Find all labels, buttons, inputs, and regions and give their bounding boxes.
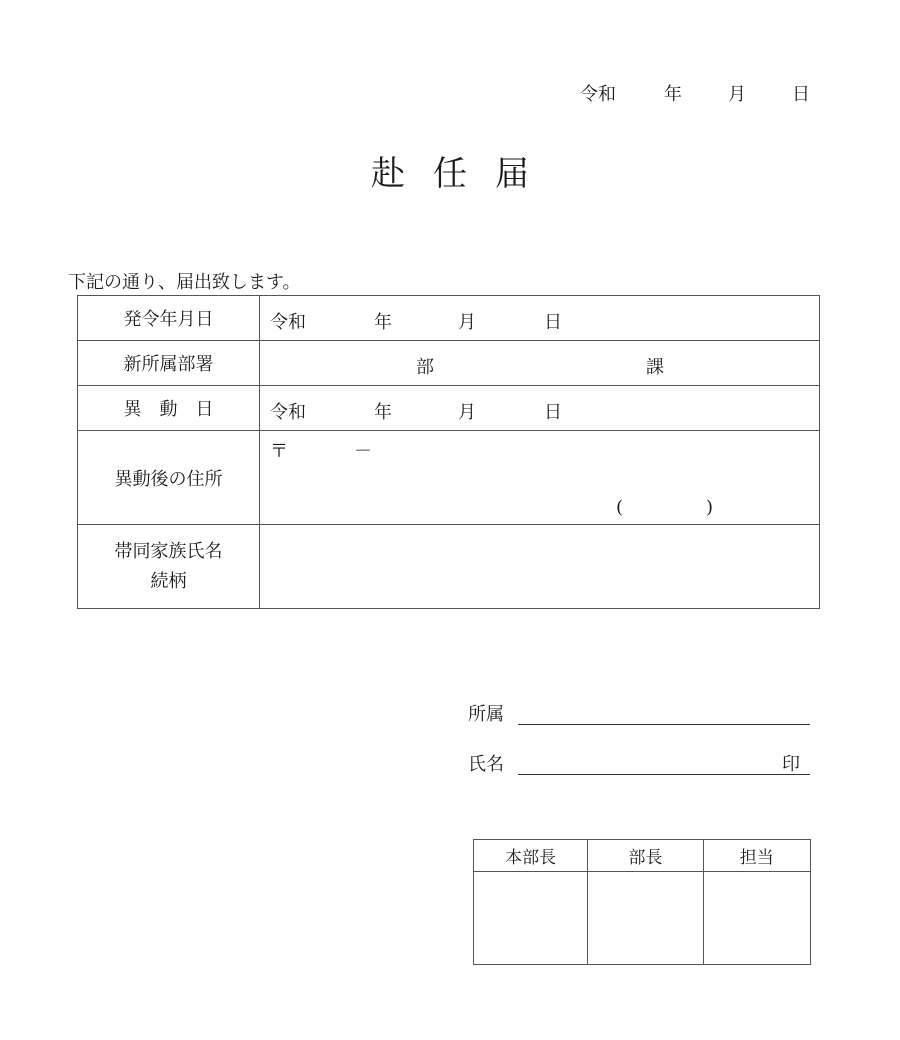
table-row	[78, 296, 820, 341]
month-unit: 月	[458, 402, 476, 423]
issue-date-field[interactable]	[260, 296, 820, 341]
date-era: 令和	[580, 84, 616, 105]
staff-stamp-box[interactable]	[703, 872, 810, 965]
phone-open-paren: (	[616, 497, 624, 518]
row-label	[78, 525, 260, 609]
relationship-label: 続柄	[150, 570, 187, 592]
name-label: 氏名	[468, 754, 504, 775]
approval-table	[473, 839, 811, 965]
family-name-label: 帯同家族氏名	[114, 540, 223, 562]
year-unit: 年	[374, 402, 392, 423]
postal-mark: 〒	[270, 441, 288, 462]
new-department-field[interactable]	[260, 341, 820, 386]
division-head-stamp-box[interactable]	[474, 872, 588, 965]
month-unit: 月	[458, 312, 476, 333]
table-row	[78, 525, 820, 609]
seal-mark: 印	[782, 754, 800, 775]
day-unit: 日	[544, 402, 562, 423]
postal-dash: －	[354, 441, 372, 462]
approval-header-staff: 担当	[703, 840, 810, 872]
era-text: 令和	[270, 402, 306, 423]
approval-header-division-head: 本部長	[474, 840, 588, 872]
era-text: 令和	[270, 312, 306, 333]
approval-stamp-row	[474, 872, 811, 965]
department-unit: 部	[416, 357, 434, 378]
new-address-field[interactable]	[260, 431, 820, 525]
row-label: 発令年月日	[78, 296, 260, 341]
row-label: 異 動 日	[78, 386, 260, 431]
transfer-date-field[interactable]	[260, 386, 820, 431]
family-members-field[interactable]	[260, 525, 820, 609]
form-table	[77, 295, 820, 609]
approval-header-row	[474, 840, 811, 872]
affiliation-label: 所属	[468, 704, 504, 725]
name-line[interactable]	[518, 774, 810, 775]
page-title: 赴任届	[371, 154, 557, 194]
date-day-unit: 日	[792, 84, 810, 105]
row-label: 異動後の住所	[78, 431, 260, 525]
year-unit: 年	[374, 312, 392, 333]
dept-head-stamp-box[interactable]	[588, 872, 703, 965]
date-month-unit: 月	[728, 84, 746, 105]
approval-header-dept-head: 部長	[588, 840, 703, 872]
row-label: 新所属部署	[78, 341, 260, 386]
intro-text: 下記の通り、届出致します。	[68, 272, 301, 293]
date-year-unit: 年	[664, 84, 682, 105]
phone-close-paren: )	[706, 497, 714, 518]
table-row	[78, 386, 820, 431]
table-row	[78, 431, 820, 525]
table-row	[78, 341, 820, 386]
section-unit: 課	[646, 357, 664, 378]
day-unit: 日	[544, 312, 562, 333]
affiliation-line[interactable]	[518, 724, 810, 725]
